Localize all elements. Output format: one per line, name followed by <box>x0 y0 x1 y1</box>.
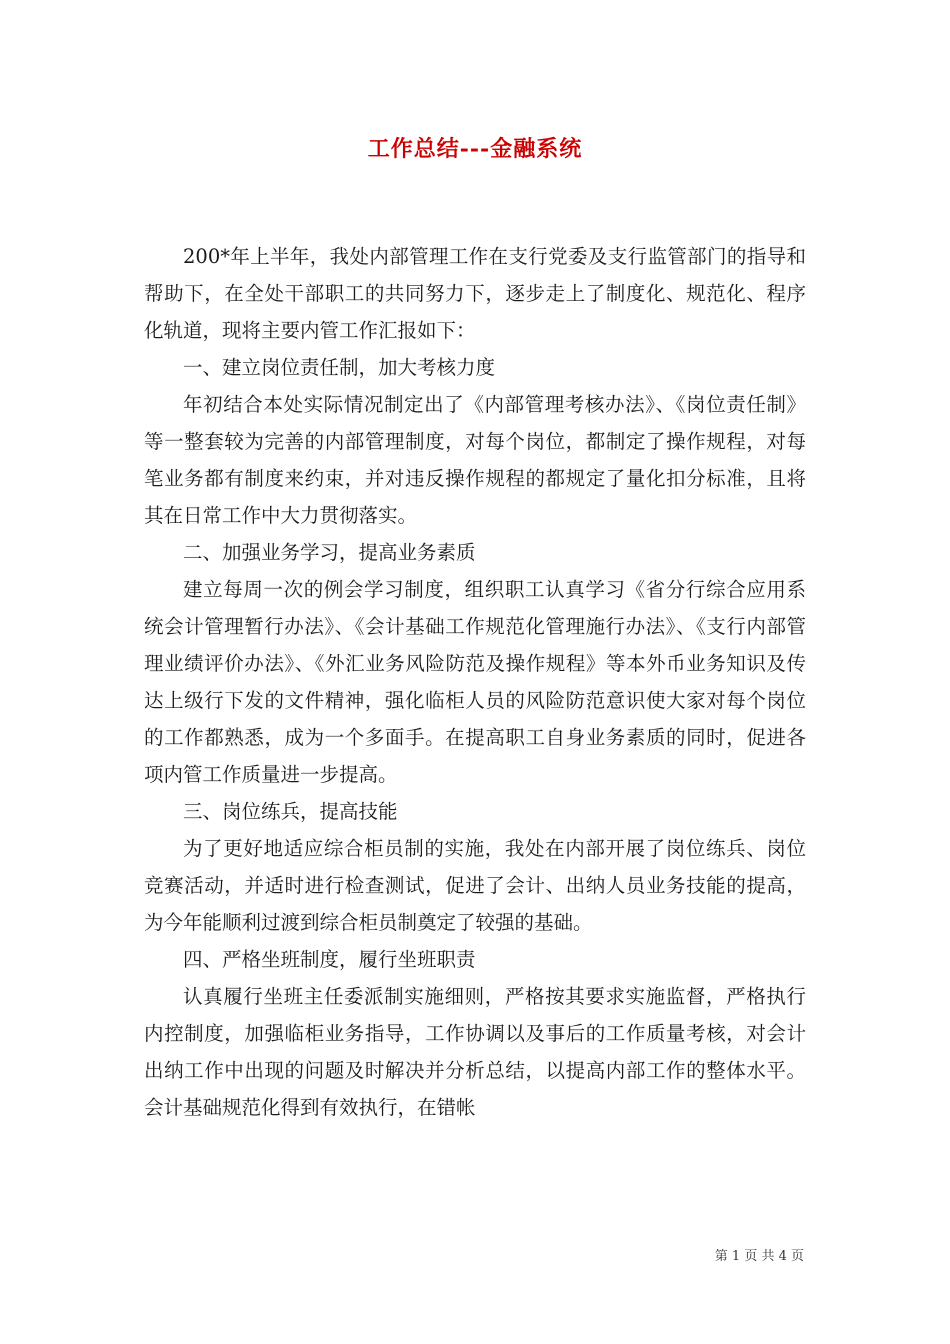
document-title: 工作总结---金融系统 <box>367 136 583 162</box>
section-heading-3: 三、岗位练兵，提高技能 <box>183 800 398 823</box>
section-heading-2: 二、加强业务学习，提高业务素质 <box>183 541 476 564</box>
page-number-footer: 第 1 页 共 4 页 <box>714 1249 804 1264</box>
section-heading-1: 一、建立岗位责任制，加大考核力度 <box>183 356 496 379</box>
paragraph-section-1: 年初结合本处实际情况制定出了《内部管理考核办法》、《岗位责任制》等一整套较为完善的内部管理制度，对每个岗位，都制定了操作规程，对每笔业务都有制度来约束，并对违反操作规程的都规定了量化扣分标准，且将其在日常工作中大力贯彻落实。 <box>144 393 806 527</box>
section-heading-4: 四、严格坐班制度，履行坐班职责 <box>183 948 476 971</box>
document-body <box>144 238 806 1126</box>
paragraph-section-2: 建立每周一次的例会学习制度，组织职工认真学习《省分行综合应用系统会计管理暂行办法》、《会计基础工作规范化管理施行办法》、《支行内部管理业绩评价办法》、《外汇业务风险防范及操作规程》等本外币业务知识及传达上级行下发的文件精神，强化临柜人员的风险防范意识使大家对每个岗位的工作都熟悉，成为一个多面手。在提高职工自身业务素质的同时，促进各项内管工作质量进一步提高。 <box>144 578 806 786</box>
paragraph-section-4: 认真履行坐班主任委派制实施细则，严格按其要求实施监督，严格执行内控制度，加强临柜业务指导，工作协调以及事后的工作质量考核，对会计出纳工作中出现的问题及时解决并分析总结，以提高内部工作的整体水平。会计基础规范化得到有效执行，在错帐 <box>144 985 806 1119</box>
paragraph-intro: 200*年上半年，我处内部管理工作在支行党委及支行监管部门的指导和帮助下，在全处干部职工的共同努力下，逐步走上了制度化、规范化、程序化轨道，现将主要内管工作汇报如下： <box>144 245 806 342</box>
paragraph-section-3: 为了更好地适应综合柜员制的实施，我处在内部开展了岗位练兵、岗位竞赛活动，并适时进行检查测试，促进了会计、出纳人员业务技能的提高，为今年能顺利过渡到综合柜员制奠定了较强的基础。 <box>144 837 806 934</box>
